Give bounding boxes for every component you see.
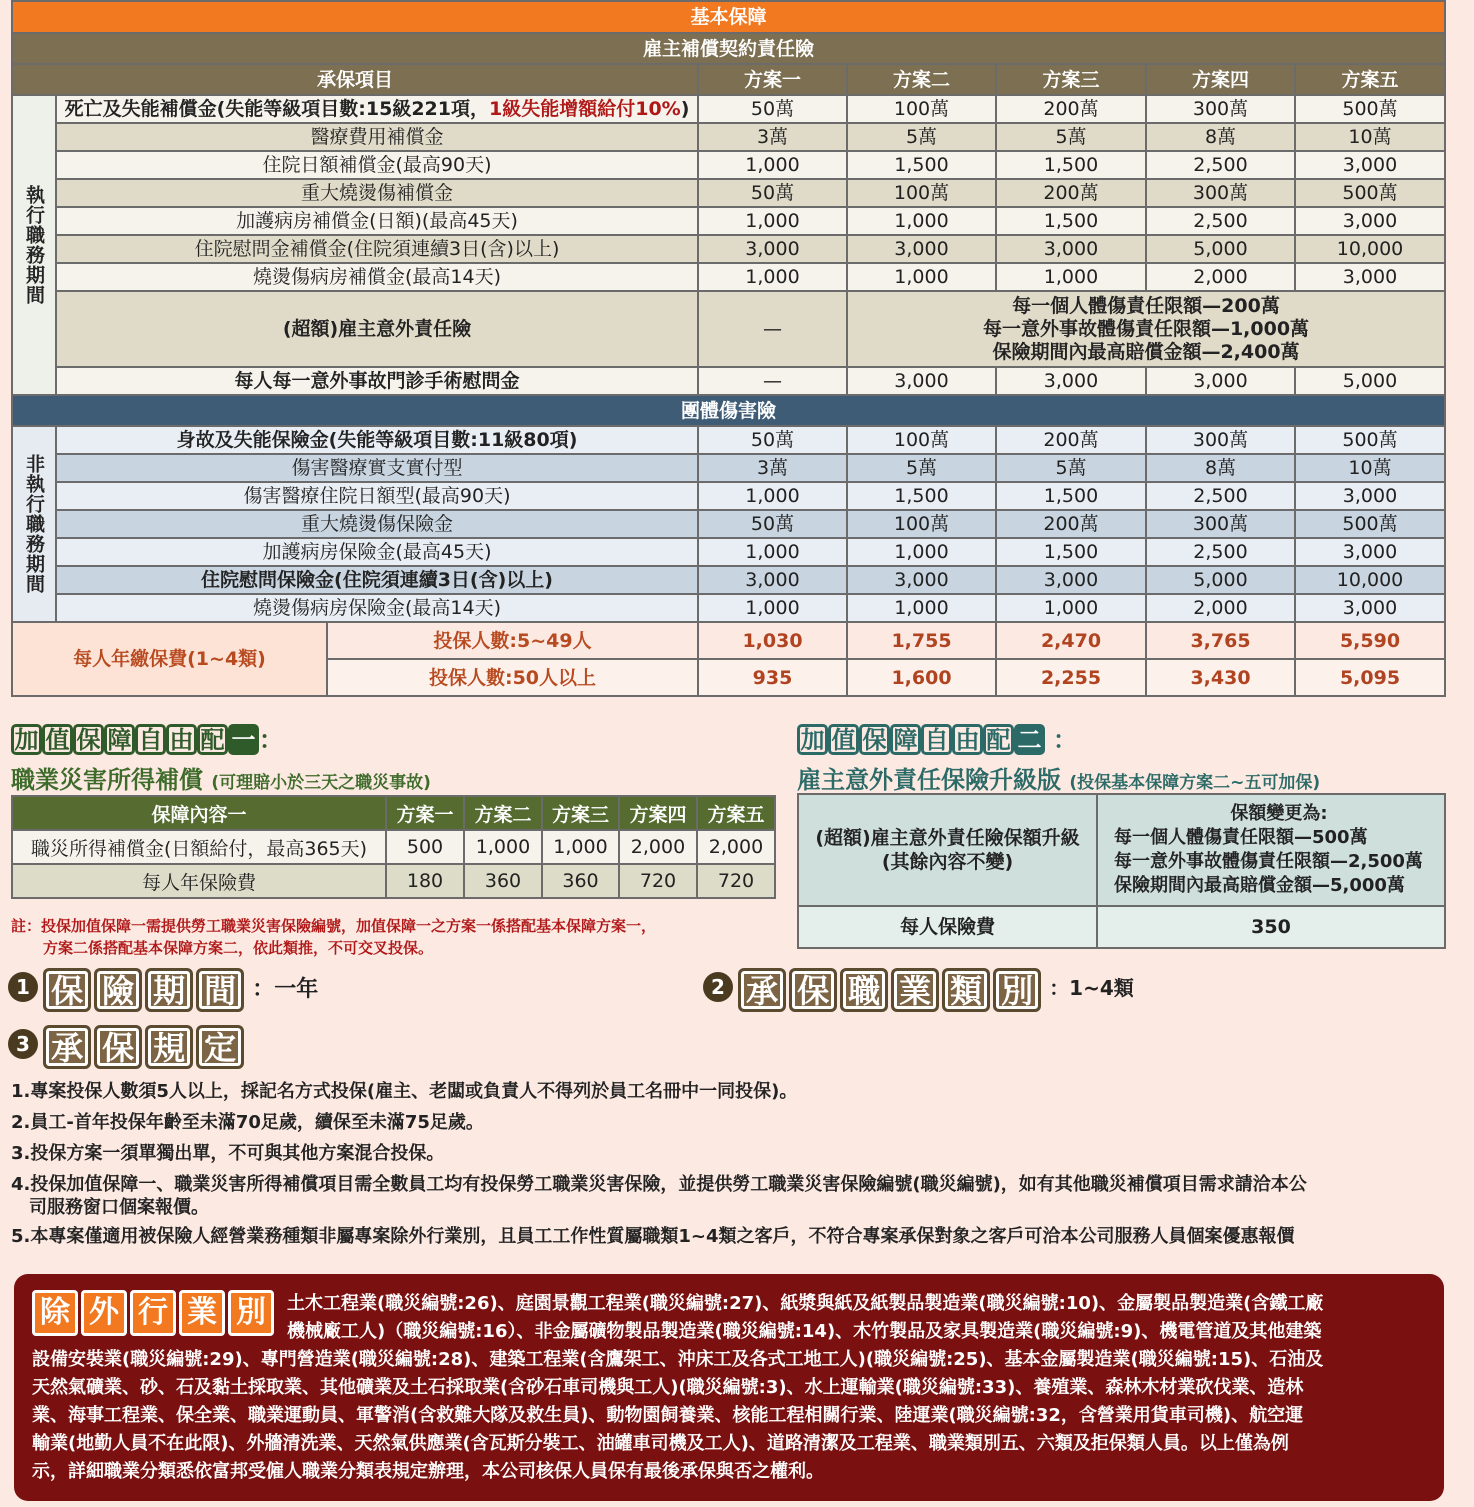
cell: 1,000	[847, 263, 996, 291]
cell: 1,000	[464, 830, 542, 864]
cell: 300萬	[1146, 426, 1295, 454]
cell: 2,500	[1146, 482, 1295, 510]
cell: 3,000	[698, 566, 847, 594]
col-header: 方案五	[697, 796, 775, 830]
cell: 1,000	[847, 207, 996, 235]
cell: 3,000	[1146, 367, 1295, 395]
premium-value: 2,470	[996, 622, 1146, 659]
premium-value: 5,095	[1295, 659, 1445, 696]
addon1-table	[11, 795, 776, 899]
addon1-heading: 加 值 保 障 自 由 配 一 ：	[11, 720, 283, 755]
row-label: 加護病房補償金(日額)(最高45天)	[56, 207, 698, 235]
cell: 500萬	[1295, 95, 1445, 123]
cell: 5萬	[996, 454, 1146, 482]
excluded-industries-title: 除 外 行 業 別	[32, 1290, 277, 1336]
cell: 1,500	[996, 207, 1146, 235]
cell: 500	[386, 830, 464, 864]
row-label: 住院慰問保險金(住院須連續3日(含)以上)	[56, 566, 698, 594]
cell: 1,000	[698, 594, 847, 622]
cell: 500萬	[1295, 510, 1445, 538]
row-label: 燒燙傷病房保險金(最高14天)	[56, 594, 698, 622]
cell: 8萬	[1146, 454, 1295, 482]
row-label: 住院慰問金補償金(住院須連續3日(含)以上)	[56, 235, 698, 263]
cell: 100萬	[847, 95, 996, 123]
cell: 3,000	[847, 566, 996, 594]
cell: 300萬	[1146, 95, 1295, 123]
cell: 5萬	[847, 123, 996, 151]
cell: 2,000	[619, 830, 697, 864]
addon1-note: 註：投保加值保障一需提供勞工職業災害保險編號，加值保障一之方案一係搭配基本保障方案一， 方案二係搭配基本保障方案二，依此類推，不可交叉投保。	[11, 917, 657, 957]
col-header: 方案二	[464, 796, 542, 830]
cell: 3萬	[698, 454, 847, 482]
premium-value: 3,430	[1146, 659, 1295, 696]
col-header: 方案一	[386, 796, 464, 830]
premium-label: 每人年繳保費(1~4類)	[12, 622, 327, 696]
cell: 10,000	[1295, 566, 1445, 594]
cell: 200萬	[996, 179, 1146, 207]
row-label: 燒燙傷病房補償金(最高14天)	[56, 263, 698, 291]
row-label: 每人每一意外事故門診手術慰問金	[56, 367, 698, 395]
addon2-heading: 加 值 保 障 自 由 配 二 ：	[797, 720, 1077, 755]
side-label-on-duty: 執行職務期間	[12, 95, 56, 395]
cell: —	[698, 291, 847, 367]
exclusion-line: 示，詳細職業分類悉依富邦受僱人職業分類表規定辦理，本公司核保人員保有最後承保與否之權利。	[32, 1461, 824, 1482]
side-label-off-duty: 非執行職務期間	[12, 426, 56, 622]
cell: 3,000	[1295, 151, 1445, 179]
row-label: 住院日額補償金(最高90天)	[56, 151, 698, 179]
occupation-class: 2 承 保 職 業 類 別 ：1~4類	[703, 968, 1134, 1012]
row-label: 身故及失能保險金(失能等級項目數:11級80項)	[56, 426, 698, 454]
cell: 500萬	[1295, 426, 1445, 454]
rule-item: 4.投保加值保障一、職業災害所得補償項目需全數員工均有投保勞工職業災害保險，並提供勞工職業災害保險編號(職災編號)，如有其他職災補償項目需求請洽本公	[11, 1174, 1307, 1195]
cell: 10萬	[1295, 454, 1445, 482]
plan-header: 方案二	[847, 64, 996, 95]
cell: 100萬	[847, 426, 996, 454]
cell: —	[698, 367, 847, 395]
exclusion-line: 輸業(地勤人員不在此限)、外牆清洗業、天然氣供應業(含瓦斯分裝工、油罐車司機及工人)、道路清潔及工程業、職業類別五、六類及拒保類人員。以上僅為例	[32, 1433, 1289, 1454]
cell: 100萬	[847, 179, 996, 207]
row-label: 職災所得補償金(日額給付，最高365天)	[12, 830, 386, 864]
plan-header: 方案五	[1295, 64, 1445, 95]
cell: 2,500	[1146, 151, 1295, 179]
cell: 1,000	[698, 263, 847, 291]
plan-header: 方案三	[996, 64, 1146, 95]
col-header: 方案三	[542, 796, 619, 830]
cell: 2,500	[1146, 207, 1295, 235]
excess-liability-label: (超額)雇主意外責任險	[56, 291, 698, 367]
exclusion-line: 設備安裝業(職災編號:29)、專門營造業(職災編號:28)、建築工程業(含鷹架工、沖床工及各式工地工人)(職災編號:25)、基本金屬製造業(職災編號:15)、石油及	[32, 1349, 1324, 1370]
row-label: 重大燒燙傷保險金	[56, 510, 698, 538]
rule-item: 司服務窗口個案報價。	[29, 1197, 209, 1218]
cell: 5萬	[996, 123, 1146, 151]
cell: 3,000	[996, 566, 1146, 594]
cell: 3萬	[698, 123, 847, 151]
exclusion-line: 業、海事工程業、保全業、職業運動員、軍警消(含救難大隊及救生員)、動物園飼養業、核能工程相關行業、陸運業(職災編號:32，含營業用貨車司機)、航空運	[32, 1405, 1304, 1426]
col-header: 保障內容一	[12, 796, 386, 830]
basic-title: 基本保障	[12, 1, 1445, 33]
cell: 1,000	[996, 594, 1146, 622]
addon2-title: 雇主意外責任保險升級版 (投保基本保障方案二~五可加保)	[797, 766, 1321, 794]
row-label: 加護病房保險金(最高45天)	[56, 538, 698, 566]
cell: 3,000	[1295, 482, 1445, 510]
underwriting-rules-heading: 3 承 保 規 定	[8, 1025, 247, 1069]
cell: 100萬	[847, 510, 996, 538]
cell: 1,500	[996, 151, 1146, 179]
cell: 1,000	[542, 830, 619, 864]
cell: 50萬	[698, 510, 847, 538]
cell: 200萬	[996, 95, 1146, 123]
addon2-limits: 保額變更為: 每一個人體傷責任限額—500萬 每一意外事故體傷責任限額—2,500萬 保險期間內最高賠償金額—5,000萬	[1097, 794, 1445, 906]
cell: 3,000	[1295, 207, 1445, 235]
row-label: 傷害醫療住院日額型(最高90天)	[56, 482, 698, 510]
premium-value: 935	[698, 659, 847, 696]
premium-value: 3,765	[1146, 622, 1295, 659]
cell: 3,000	[996, 367, 1146, 395]
basic-coverage-table	[11, 0, 1446, 697]
col-header: 方案四	[619, 796, 697, 830]
cell: 5,000	[1146, 566, 1295, 594]
exclusion-line: 天然氣礦業、砂、石及黏土採取業、其他礦業及土石採取業(含砂石車司機與工人)(職災編號:3)、水上運輸業(職災編號:33)、養殖業、森林木材業砍伐業、造林	[32, 1377, 1304, 1398]
cell: 1,500	[996, 538, 1146, 566]
row-label: 醫療費用補償金	[56, 123, 698, 151]
basic-subtitle: 雇主補償契約責任險	[12, 33, 1445, 64]
cell: 3,000	[996, 235, 1146, 263]
cell: 10,000	[1295, 235, 1445, 263]
cell: 1,000	[698, 151, 847, 179]
cell: 300萬	[1146, 510, 1295, 538]
cell: 200萬	[996, 510, 1146, 538]
plan-header: 方案一	[698, 64, 847, 95]
rule-item: 1.專案投保人數須5人以上，採記名方式投保(雇主、老闆或負責人不得列於員工名冊中一同投保)。	[11, 1081, 798, 1102]
cell: 1,000	[996, 263, 1146, 291]
addon2-table	[797, 793, 1446, 949]
excess-liability-limits: 每一個人體傷責任限額—200萬 每一意外事故體傷責任限額—1,000萬 保險期間內最高賠償金額—2,400萬	[847, 291, 1445, 367]
cell: 180	[386, 864, 464, 898]
cell: 5萬	[847, 454, 996, 482]
premium-value: 1,755	[847, 622, 996, 659]
plan-header: 方案四	[1146, 64, 1295, 95]
cell: 3,000	[847, 235, 996, 263]
cell: 5,000	[1146, 235, 1295, 263]
cell: 1,500	[847, 151, 996, 179]
cell: 360	[464, 864, 542, 898]
cell: 1,000	[698, 207, 847, 235]
exclusion-line: 機械廠工人)（職災編號:16）、非金屬礦物製品製造業(職災編號:14)、木竹製品及家具製造業(職災編號:9)、機電管道及其他建築	[287, 1321, 1322, 1342]
cell: 1,500	[996, 482, 1146, 510]
excluded-industries	[14, 1274, 1444, 1501]
premium-row-label: 投保人數:5~49人	[327, 622, 698, 659]
cell: 2,000	[1146, 263, 1295, 291]
cell: 720	[619, 864, 697, 898]
cell: 50萬	[698, 179, 847, 207]
cell: 2,500	[1146, 538, 1295, 566]
cell: 8萬	[1146, 123, 1295, 151]
group-title: 團體傷害險	[12, 395, 1445, 426]
cell: 3,000	[1295, 263, 1445, 291]
premium-value: 1,030	[698, 622, 847, 659]
col-item-header: 承保項目	[12, 64, 698, 95]
premium-value: 2,255	[996, 659, 1146, 696]
addon1-title: 職業災害所得補償 (可理賠小於三天之職災事故)	[11, 766, 431, 794]
cell: 3,000	[847, 367, 996, 395]
rule-item: 5.本專案僅適用被保險人經營業務種類非屬專案除外行業別，且員工工作性質屬職類1~4類之客戶，不符合專案承保對象之客戶可洽本公司服務人員個案優惠報價	[11, 1226, 1295, 1247]
row-label: 重大燒燙傷補償金	[56, 179, 698, 207]
premium-value: 5,590	[1295, 622, 1445, 659]
cell: 3,000	[1295, 594, 1445, 622]
addon2-label: (超額)雇主意外責任險保額升級 (其餘內容不變)	[798, 794, 1097, 906]
cell: 1,000	[847, 594, 996, 622]
premium-value: 1,600	[847, 659, 996, 696]
premium-row-label: 投保人數:50人以上	[327, 659, 698, 696]
cell: 50萬	[698, 426, 847, 454]
cell: 1,000	[698, 482, 847, 510]
addon2-fee-value: 350	[1097, 906, 1445, 948]
addon2-fee-label: 每人保險費	[798, 906, 1097, 948]
rule-item: 2.員工-首年投保年齡至未滿70足歲，續保至未滿75足歲。	[11, 1112, 484, 1133]
exclusion-line: 土木工程業(職災編號:26)、庭園景觀工程業(職災編號:27)、紙漿與紙及紙製品製造業(職災編號:10)、金屬製品製造業(含鐵工廠	[287, 1293, 1324, 1314]
cell: 5,000	[1295, 367, 1445, 395]
cell: 500萬	[1295, 179, 1445, 207]
cell: 50萬	[698, 95, 847, 123]
underwriting-rules	[11, 1076, 1474, 1252]
insurance-period: 1 保 險 期 間 ：一年	[8, 968, 318, 1012]
cell: 200萬	[996, 426, 1146, 454]
cell: 2,000	[697, 830, 775, 864]
cell: 300萬	[1146, 179, 1295, 207]
cell: 720	[697, 864, 775, 898]
cell: 360	[542, 864, 619, 898]
cell: 1,500	[847, 482, 996, 510]
cell: 1,000	[847, 538, 996, 566]
row-label: 每人年保險費	[12, 864, 386, 898]
cell: 3,000	[1295, 538, 1445, 566]
row-label: 傷害醫療實支實付型	[56, 454, 698, 482]
cell: 10萬	[1295, 123, 1445, 151]
cell: 3,000	[698, 235, 847, 263]
row-label: 死亡及失能補償金(失能等級項目數:15級221項，1級失能增額給付10%)	[56, 95, 698, 123]
cell: 1,000	[698, 538, 847, 566]
rule-item: 3.投保方案一須單獨出單，不可與其他方案混合投保。	[11, 1143, 445, 1164]
cell: 2,000	[1146, 594, 1295, 622]
